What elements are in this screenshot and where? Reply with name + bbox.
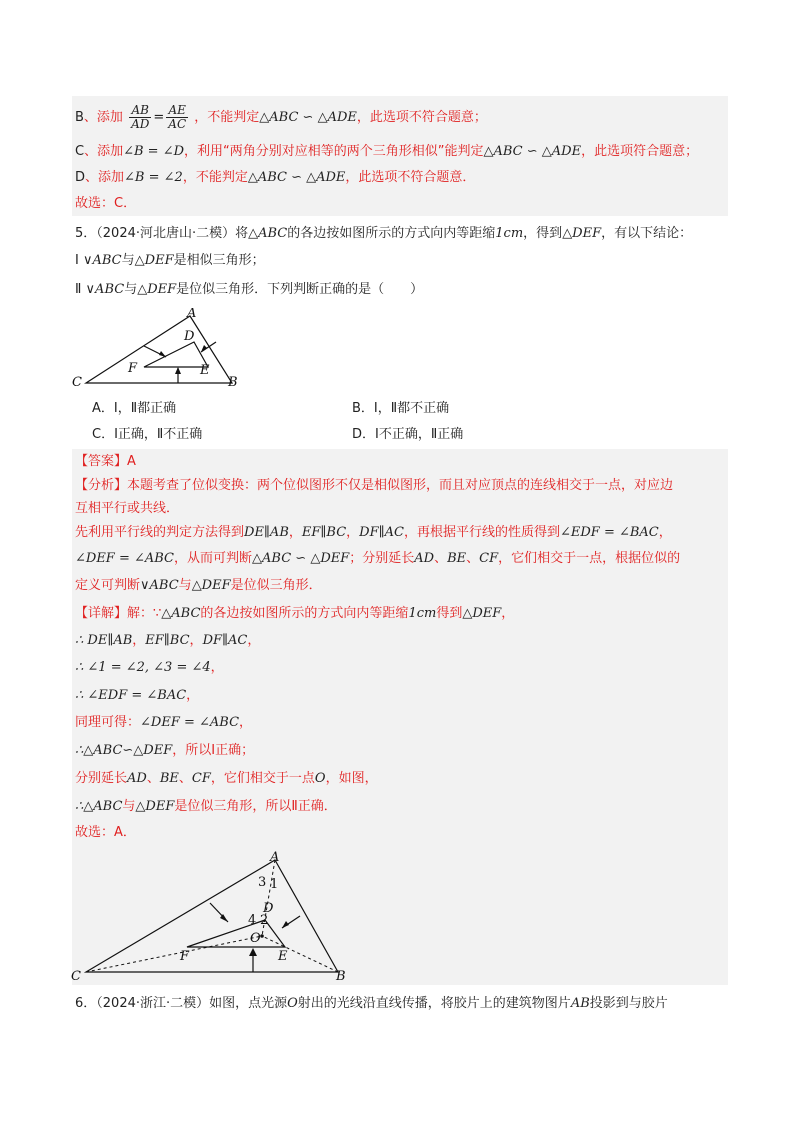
s1-m2: EF∥BC bbox=[145, 633, 190, 648]
q5-arrowhead-3 bbox=[175, 367, 181, 374]
q6-stem bbox=[75, 994, 668, 1014]
s7-m1: ∴△ABC bbox=[75, 799, 123, 814]
fig-angle-3: 3 bbox=[258, 875, 267, 890]
a4-d: 、 bbox=[466, 551, 480, 566]
q5-label-b: B bbox=[228, 375, 238, 390]
prev-b-fraction-2 bbox=[166, 104, 188, 131]
fig-label-e: E bbox=[278, 949, 288, 964]
s1-c: ， bbox=[247, 633, 261, 648]
fig-dash-bo bbox=[262, 936, 338, 972]
a4-a: ，从而可判断 bbox=[174, 551, 253, 566]
prev-option-c bbox=[75, 142, 698, 162]
q6-stem-b: 射出的光线沿直线传播，将胶片上的建筑物图片 bbox=[297, 996, 571, 1011]
q5-inner-triangle bbox=[144, 342, 208, 367]
a3-a: 先利用平行线的判定方法得到 bbox=[75, 525, 245, 540]
s3-m: ∴ ∠EDF = ∠BAC bbox=[75, 688, 187, 703]
q5-stem-b: 的各边按如图所示的方式向内等距缩 bbox=[287, 226, 496, 241]
a4-m4: BE bbox=[447, 551, 467, 566]
analysis-line-2: 互相平行或共线． bbox=[75, 501, 180, 516]
detail-m3: △DEF bbox=[462, 606, 502, 621]
s6-b: 、 bbox=[146, 771, 160, 786]
detail-m2: 1cm bbox=[408, 606, 437, 621]
prev-c-label: 、添加 bbox=[84, 144, 124, 159]
q5-stem-a: 5．（2024·河北唐山·二模）将 bbox=[75, 226, 249, 241]
answer-tag: 【答案】A bbox=[75, 454, 136, 469]
prev-c-math2: △ABC ∽ △ADE bbox=[483, 144, 582, 159]
a5-c: 是位似三角形． bbox=[230, 578, 322, 593]
s5-a: ，所以Ⅰ正确； bbox=[172, 743, 255, 758]
a4-c: 、 bbox=[434, 551, 448, 566]
q5-c2-b: 是位似三角形．下列判断正确的是（ ） bbox=[176, 282, 424, 297]
q6-stem-m2: AB bbox=[570, 996, 590, 1011]
s6-d: ，它们相交于一点 bbox=[210, 771, 315, 786]
s1-a: ， bbox=[132, 633, 146, 648]
a3-d: ，再根据平行线的性质得到 bbox=[403, 525, 560, 540]
a4-m2: △ABC ∽ △DEF bbox=[252, 551, 350, 566]
analysis-line-1: 【分析】本题考查了位似变换：两个位似图形不仅是相似图形，而且对应顶点的连线相交于一点，对应边 bbox=[75, 478, 674, 493]
prev-b-math: △ABC ∽ △ADE bbox=[259, 110, 357, 125]
a3-b: ， bbox=[288, 525, 302, 540]
fig-label-f: F bbox=[180, 949, 190, 964]
prev-b-tail: ，此选项不符合题意； bbox=[356, 110, 487, 125]
s2-a: ， bbox=[210, 660, 224, 675]
a4-b: ；分别延长 bbox=[349, 551, 415, 566]
prev-c-math1: ∠B = ∠D bbox=[123, 144, 185, 159]
a4-m5: CF bbox=[479, 551, 499, 566]
a3-m4: ∠EDF = ∠BAC bbox=[559, 525, 659, 540]
frac2-den: AC bbox=[168, 117, 187, 131]
q5-label-c: C bbox=[72, 375, 82, 390]
frac1-num: AB bbox=[129, 104, 151, 118]
a5-b: 与 bbox=[178, 578, 192, 593]
a3-c: ， bbox=[346, 525, 360, 540]
q5-figure bbox=[70, 308, 250, 392]
s6-m4: O bbox=[314, 771, 326, 786]
prev-b-fraction-1 bbox=[129, 104, 151, 131]
fig-inner-triangle bbox=[187, 920, 285, 947]
a4-m1: ∠DEF = ∠ABC bbox=[75, 551, 175, 566]
a5-m1: ∨ABC bbox=[140, 578, 179, 593]
analysis-line-4 bbox=[75, 549, 680, 569]
fig-label-b: B bbox=[336, 969, 346, 984]
detail-a: 【详解】解：∵ bbox=[75, 606, 162, 621]
q5-arrowhead-1 bbox=[159, 351, 166, 357]
frac2-num: AE bbox=[166, 104, 188, 118]
q6-stem-a: 6．（2024·浙江·二模）如图，点光源 bbox=[75, 996, 288, 1011]
prev-b-label: 、添加 bbox=[83, 110, 123, 125]
q5-c2-no: Ⅱ bbox=[75, 282, 82, 297]
fig-label-o: O bbox=[250, 931, 261, 946]
answer-figure bbox=[70, 848, 360, 984]
a3-m1: DE∥AB bbox=[244, 525, 289, 540]
s6-e: ，如图， bbox=[325, 771, 378, 786]
prev-d-prefix: D bbox=[75, 170, 86, 185]
step-4 bbox=[75, 713, 252, 733]
q5-conclusion-1 bbox=[75, 251, 265, 271]
prev-c-prefix: C bbox=[75, 144, 85, 159]
s5-m: ∴△ABC∽△DEF bbox=[75, 743, 173, 758]
q5-c1-no: Ⅰ bbox=[75, 253, 79, 268]
prev-d-math1: ∠B = ∠2 bbox=[124, 170, 183, 185]
s4-b: ， bbox=[239, 715, 253, 730]
prev-option-d bbox=[75, 168, 475, 188]
step-2 bbox=[75, 658, 224, 678]
prev-d-tail: ，此选项不符合题意． bbox=[345, 170, 476, 185]
fig-angle-1: 1 bbox=[270, 877, 279, 892]
q5-stem-m1: △ABC bbox=[248, 226, 288, 241]
analysis-line-5 bbox=[75, 576, 322, 596]
fig-label-c: C bbox=[71, 969, 81, 984]
detail-b: 的各边按如图所示的方式向内等距缩 bbox=[200, 606, 409, 621]
fig-label-d: D bbox=[263, 901, 274, 916]
detail-d: ， bbox=[501, 606, 515, 621]
detail-m1: △ABC bbox=[161, 606, 201, 621]
prev-d-mid: ，不能判定 bbox=[182, 170, 248, 185]
frac1-den: AD bbox=[131, 117, 150, 131]
analysis-line-3 bbox=[75, 523, 672, 543]
q5-stem-m3: △DEF bbox=[562, 226, 602, 241]
answer-choose: 故选：A． bbox=[75, 825, 136, 840]
q5-stem-d: ，有以下结论： bbox=[601, 226, 693, 241]
q5-label-e: E bbox=[200, 363, 210, 378]
prev-choose: 故选：C． bbox=[75, 196, 137, 211]
a4-e: ，它们相交于一点，根据位似的 bbox=[498, 551, 681, 566]
s7-b: 是位似三角形，所以Ⅱ正确． bbox=[174, 799, 337, 814]
fig-arrowhead-3 bbox=[249, 948, 257, 956]
fig-dash-co bbox=[86, 936, 262, 972]
q5-c2-m1: ∨ABC bbox=[85, 282, 125, 297]
q5-label-d: D bbox=[184, 329, 195, 344]
step-5 bbox=[75, 741, 254, 761]
s4-a: 同理可得： bbox=[75, 715, 141, 730]
prev-d-label: 、添加 bbox=[85, 170, 125, 185]
q5-stem-c: ，得到 bbox=[523, 226, 563, 241]
q5-label-f: F bbox=[128, 361, 138, 376]
q6-stem-m1: O bbox=[287, 996, 298, 1011]
q5-stem-m2: 1cm bbox=[495, 226, 524, 241]
step-1 bbox=[75, 631, 260, 651]
fig-angle-2: 2 bbox=[260, 913, 269, 928]
detail-c: 得到 bbox=[436, 606, 463, 621]
s6-m3: CF bbox=[191, 771, 211, 786]
step-7 bbox=[75, 797, 337, 817]
s3-a: ， bbox=[186, 688, 200, 703]
s7-m2: △DEF bbox=[135, 799, 175, 814]
s1-b: ， bbox=[189, 633, 203, 648]
fig-outer-triangle bbox=[86, 860, 338, 972]
s6-m1: AD bbox=[127, 771, 147, 786]
fig-arrowhead-2 bbox=[282, 921, 289, 928]
q5-option-c[interactable]: C．Ⅰ正确，Ⅱ不正确 bbox=[92, 427, 203, 442]
fig-angle-4: 4 bbox=[248, 913, 257, 928]
q5-c1-b: 是相似三角形； bbox=[173, 253, 265, 268]
q5-option-a[interactable]: A．Ⅰ，Ⅱ都正确 bbox=[92, 401, 177, 416]
prev-option-b: B、添加 $\frac{AB}{AD}$ = $\frac{AE}{AC}$ ，不能判定△ABC ∽ △ADE，此选项不符合题意； bbox=[75, 103, 487, 131]
a3-e: ， bbox=[658, 525, 672, 540]
q5-c1-a: 与 bbox=[121, 253, 135, 268]
q5-option-b[interactable]: B．Ⅰ，Ⅱ都不正确 bbox=[352, 401, 450, 416]
s6-c: 、 bbox=[178, 771, 192, 786]
detail-line bbox=[75, 604, 514, 624]
q5-arrowhead-2 bbox=[201, 345, 207, 352]
prev-b-prefix: B bbox=[75, 110, 84, 125]
prev-b-mid: ，不能判定 bbox=[194, 110, 260, 125]
q5-c2-m2: △DEF bbox=[137, 282, 177, 297]
step-3 bbox=[75, 686, 199, 706]
step-6 bbox=[75, 769, 378, 789]
q5-outer-triangle bbox=[86, 316, 232, 383]
s1-m3: DF∥AC bbox=[202, 633, 248, 648]
a3-m2: EF∥BC bbox=[301, 525, 347, 540]
s4-m: ∠DEF = ∠ABC bbox=[140, 715, 240, 730]
a3-m3: DF∥AC bbox=[359, 525, 404, 540]
prev-c-text: ，利用“两角分别对应相等的两个三角形相似”能判定 bbox=[184, 144, 484, 159]
q5-c1-m1: ∨ABC bbox=[82, 253, 122, 268]
prev-d-math2: △ABC ∽ △ADE bbox=[247, 170, 346, 185]
s1-m1: ∴ DE∥AB bbox=[75, 633, 133, 648]
q5-c2-a: 与 bbox=[124, 282, 138, 297]
fig-point-o bbox=[260, 934, 264, 938]
q6-stem-c: 投影到与胶片 bbox=[589, 996, 668, 1011]
s6-a: 分别延长 bbox=[75, 771, 128, 786]
s6-m2: BE bbox=[159, 771, 179, 786]
q5-option-d[interactable]: D．Ⅰ不正确，Ⅱ正确 bbox=[352, 427, 464, 442]
q5-c1-m2: △DEF bbox=[134, 253, 174, 268]
q5-label-a: A bbox=[187, 308, 197, 321]
q5-stem bbox=[75, 224, 692, 244]
a4-m3: AD bbox=[414, 551, 435, 566]
a5-a: 定义可判断 bbox=[75, 578, 141, 593]
s7-a: 与 bbox=[122, 799, 136, 814]
prev-c-tail: ，此选项符合题意； bbox=[581, 144, 699, 159]
fig-label-a: A bbox=[270, 850, 280, 865]
a5-m2: △DEF bbox=[191, 578, 231, 593]
q5-conclusion-2 bbox=[75, 280, 423, 300]
s2-m: ∴ ∠1 = ∠2, ∠3 = ∠4 bbox=[75, 660, 211, 675]
